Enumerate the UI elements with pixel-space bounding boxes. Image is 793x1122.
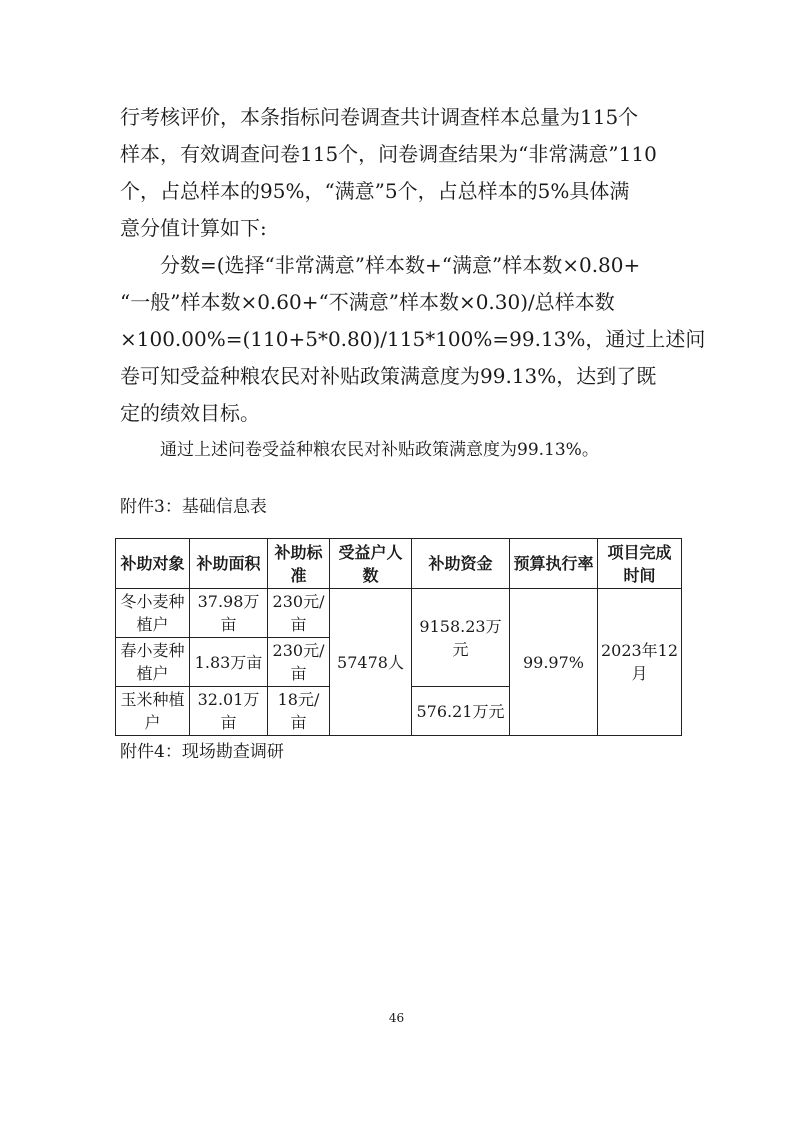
paragraph-score-formula [120,247,706,432]
header-standard: 补助标准 [268,539,330,589]
text-line: 行考核评价，本条指标问卷调查共计调查样本总量为115个 [120,105,639,129]
header-households: 受益户人数 [330,539,412,589]
cell-fund-wheat: 9158.23万元 [412,589,510,687]
header-execution-rate: 预算执行率 [510,539,598,589]
text-line: 卷可知受益种粮农民对补贴政策满意度为99.13%，达到了既 [120,364,657,388]
cell-target: 冬小麦种植户 [116,589,190,638]
text-line: 样本，有效调查问卷115个，问卷调查结果为“非常满意”110 [120,142,657,166]
cell-area: 37.98万亩 [190,589,268,638]
cell-standard: 230元/亩 [268,589,330,638]
attachment-3-title: 附件3：基础信息表 [120,497,267,517]
cell-area: 32.01万亩 [190,687,268,736]
header-area: 补助面积 [190,539,268,589]
cell-target: 玉米种植户 [116,687,190,736]
cell-completion-time: 2023年12月 [598,589,682,736]
paragraph-survey-result [120,99,680,247]
attachment-4-title: 附件4：现场勘查调研 [120,742,284,762]
text-line: ×100.00%=(110+5*0.80)/115*100%=99.13%，通过上述问 [120,327,706,351]
cell-fund-corn: 576.21万元 [412,687,510,736]
table-row [116,589,682,638]
basic-info-table [115,538,682,736]
header-completion-time: 项目完成时间 [598,539,682,589]
text-line: 分数=(选择“非常满意”样本数+“满意”样本数×0.80+ [120,253,641,277]
paragraph-conclusion: 通过上述问卷受益种粮农民对补贴政策满意度为99.13%。 [160,440,599,460]
text-line: 定的绩效目标。 [120,401,260,425]
cell-households: 57478人 [330,589,412,736]
header-target: 补助对象 [116,539,190,589]
text-line: “一般”样本数×0.60+“不满意”样本数×0.30)/总样本数 [120,290,615,314]
cell-standard: 230元/亩 [268,638,330,687]
cell-area: 1.83万亩 [190,638,268,687]
cell-target: 春小麦种植户 [116,638,190,687]
cell-standard: 18元/亩 [268,687,330,736]
header-fund: 补助资金 [412,539,510,589]
table-header-row [116,539,682,589]
text-line: 意分值计算如下: [120,216,267,240]
text-line: 个，占总样本的95%，“满意”5个，占总样本的5%具体满 [120,179,630,203]
cell-execution-rate: 99.97% [510,589,598,736]
page-number: 46 [388,1011,405,1025]
